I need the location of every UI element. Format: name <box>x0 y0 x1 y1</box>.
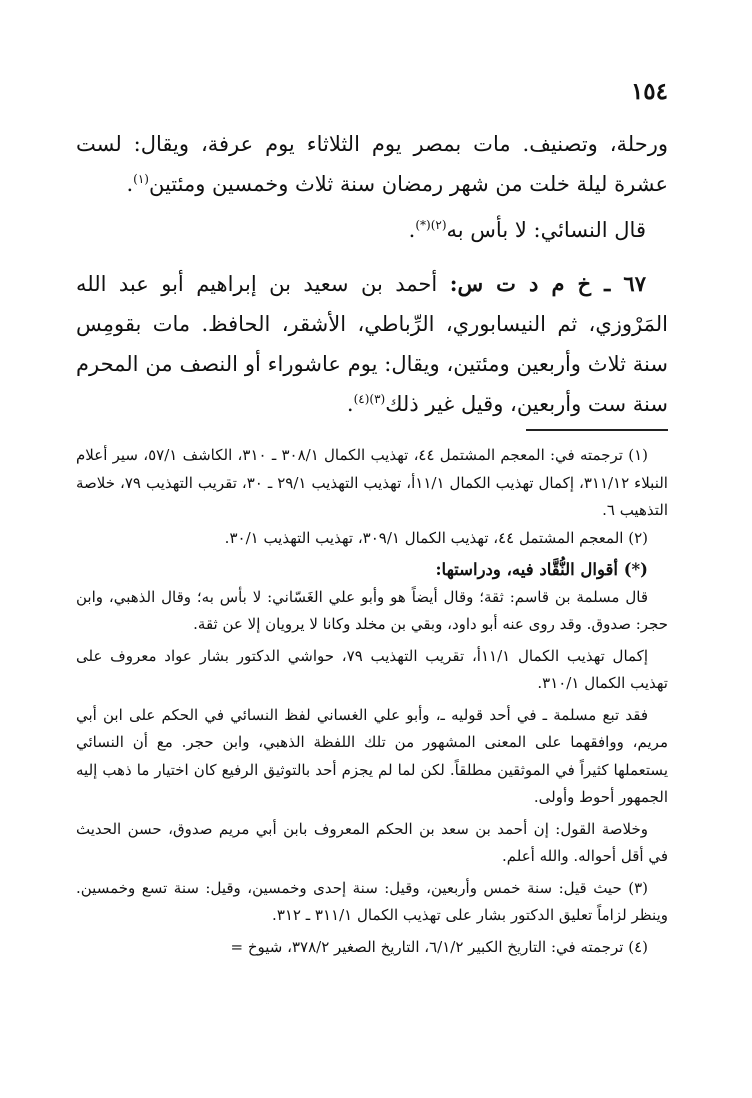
footnote-divider <box>526 429 668 431</box>
entry-text: أحمد بن سعيد بن إبراهيم أبو عبد الله المَرْوزي، ثم النيسابوري، الرِّباطي، الأشقر، الحافظ. مات بقومِس سنة ثلاث وأربعين ومئتين، ويقال: يوم عاشوراء أو النصف من المحرم سنة ست وأربعين، وقيل غير ذلك <box>76 272 668 416</box>
critics-heading: (*) أقوال النُّقَّاد فيه، ودراستها: <box>435 560 648 579</box>
footnote-ref: (٢)(*) <box>415 218 447 232</box>
footnote-ref: (١) <box>133 172 149 186</box>
punctuation: . <box>126 172 134 196</box>
footnotes-section <box>76 442 668 961</box>
entry-number: ٦٧ ـ خ م د ت س: <box>449 271 646 296</box>
critics-paragraph-2: إكمال تهذيب الكمال ١١/١أ، تقريب التهذيب ٧٩، حواشي الدكتور بشار عواد معروف على تهذيب الكمال ٣١٠/١. <box>76 646 668 692</box>
critics-paragraph-1: قال مسلمة بن قاسم: ثقة؛ وقال أيضاً هو وأبو علي الغَسّاني: لا بأس به؛ وقال الذهبي، وابن حجر: صدوق. وقد روى عنه أبو داود، وبقي بن مخلد وكانا لا يرويان إلا عن ثقة. <box>76 587 668 633</box>
paragraph-death-note <box>76 124 668 204</box>
footnote-3: (٣) حيث قيل: سنة خمس وأربعين، وقيل: سنة إحدى وخمسين، وقيل: سنة تسع وخمسين. وينظر لزاماً تعليق الدكتور بشار على تهذيب الكمال ٣١١/١ ـ ٣١٢. <box>76 878 668 924</box>
main-text <box>76 124 668 424</box>
punctuation: . <box>408 218 416 242</box>
footnote-ref: (٣)(٤) <box>353 392 386 406</box>
verdict-text: قال النسائي: لا بأس به <box>446 218 646 242</box>
footnote-4: (٤) ترجمته في: التاريخ الكبير ٦/١/٢، التاريخ الصغير ٣٧٨/٢، شيوخ = <box>230 937 648 956</box>
punctuation: . <box>346 392 354 416</box>
critics-paragraph-4: وخلاصة القول: إن أحمد بن سعد بن الحكم المعروف بابن أبي مريم صدوق، حسن الحديث في أقل أحواله. والله أعلم. <box>76 819 668 865</box>
paragraph-nasai-verdict <box>76 210 668 250</box>
footnote-2: (٢) المعجم المشتمل ٤٤، تهذيب الكمال ٣٠٩/١، تهذيب التهذيب ٣٠/١. <box>224 528 648 547</box>
page-number: ١٥٤ <box>630 78 668 105</box>
footnote-1: (١) ترجمته في: المعجم المشتمل ٤٤، تهذيب الكمال ٣٠٨/١ ـ ٣١٠، الكاشف ٥٧/١، سير أعلام النبلاء ٣١١/١٢، إكمال تهذيب الكمال ١١/١أ، تهذيب التهذيب ٢٩/١ ـ ٣٠، تقريب التهذيب ٧٩، خلاصة التذهيب ٦. <box>76 446 668 519</box>
paragraph-line: ليلة خلت من شهر رمضان سنة ثلاث وخمسين ومئتين <box>148 172 608 196</box>
paragraph-line: ورحلة، وتصنيف. مات بمصر يوم الثلاثاء يوم عرفة، ويقال: لست عشرة <box>76 132 668 196</box>
critics-paragraph-3: فقد تبع مسلمة ـ في أحد قوليه ـ، وأبو علي الغساني لفظ النسائي في الحكم على ابن أبي مريم، ووافقهما على المعنى المشهور من تلك اللفظة الذهبي، وابن حجر. مع أن النسائي يستعملها كثيراً في الموثقين مطلقاً. لكن لما لم يجزم أحد بالتوثيق الرفيع كان اختيار ما ذهب إليه الجمهور أحوط وأولى. <box>76 705 668 806</box>
biography-entry-67 <box>76 264 668 424</box>
